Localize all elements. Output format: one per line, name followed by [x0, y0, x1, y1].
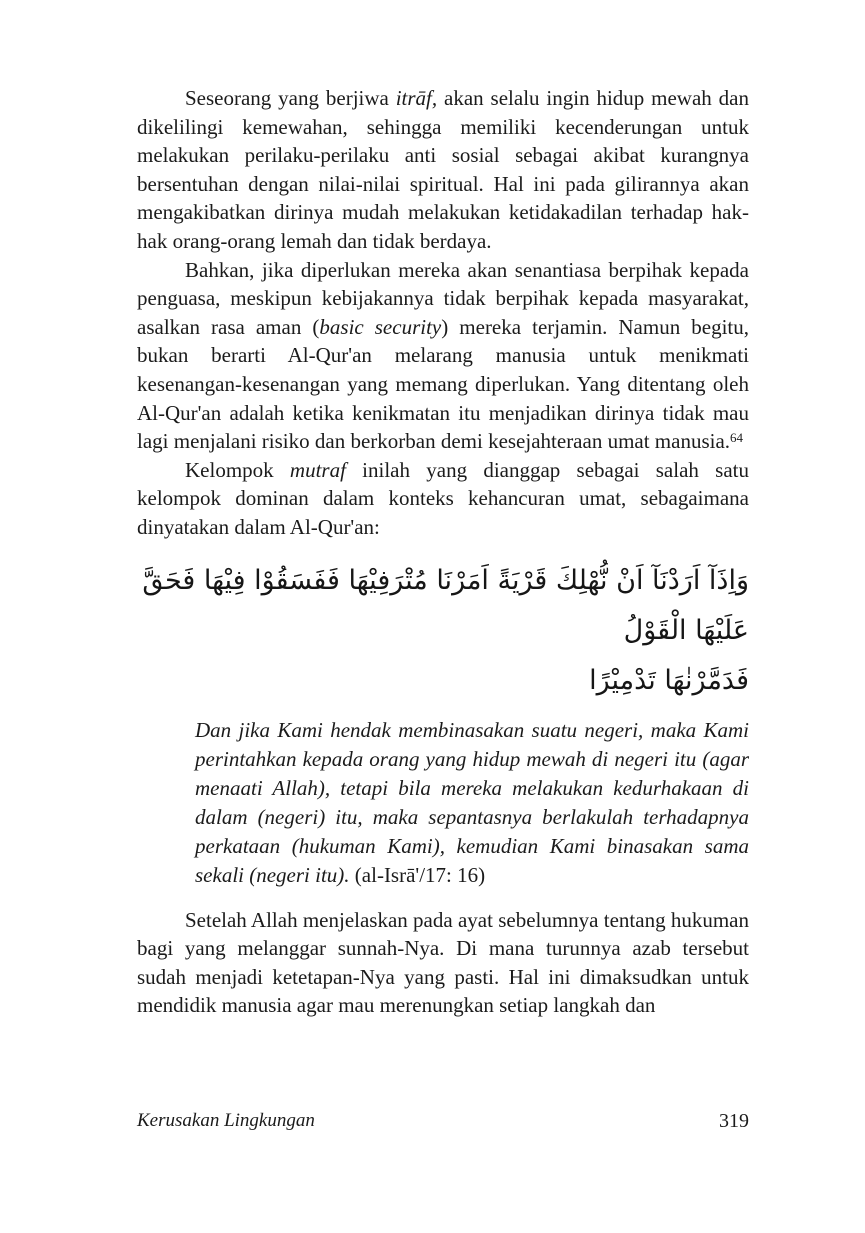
footnote-marker-64: 64: [730, 430, 744, 446]
paragraph-text: Bahkan, jika diperlukan mereka akan senantiasa berpihak kepada penguasa, meskipun kebijakannya tidak berpihak kepada masyarakat, asalkan rasa aman (: [137, 257, 749, 339]
paragraph-kelompok-mutraf: [137, 456, 749, 542]
verse-translation: [195, 716, 749, 890]
paragraph-itraf: [137, 84, 749, 256]
arabic-verse-line-1: وَاِذَآ اَرَدْنَآ اَنْ نُّهْلِكَ قَرْيَةً اَمَرْنَا مُتْرَفِيْهَا فَفَسَقُوْا فِيْهَا فَحَقَّ عَلَيْهَا الْقَوْلُ: [142, 564, 749, 646]
paragraph-setelah-allah: [137, 906, 749, 1020]
quran-verse-arabic: [137, 556, 749, 706]
verse-reference: (al-Isrā'/17: 16): [354, 862, 486, 887]
translation-italic-text: Dan jika Kami hendak membinasakan suatu negeri, maka Kami perintahkan kepada orang yang hidup mewah di negeri itu (agar menaati Allah), tetapi bila mereka melakukan kedurhakaan di dalam (negeri) itu, maka sepantasnya berlakulah terhadapnya perkataan (hukuman Kami), kemudian Kami binasakan sama sekali (negeri itu).: [195, 717, 749, 887]
paragraph-text: ) mereka terjamin. Namun begitu, bukan berarti Al-Qur'an melarang manusia untuk menikmati kesenangan-kesenangan yang memang diperlukan. Yang ditentang oleh Al-Qur'an adalah ketika kenikmatan itu menjadikan dirinya tidak mau lagi menjalani risiko dan berkorban demi kesejahteraan umat manusia.: [137, 314, 749, 454]
italic-term-itraf: itrāf,: [395, 86, 438, 110]
text-block: [137, 84, 749, 1020]
paragraph-text: Seseorang yang berjiwa: [185, 86, 396, 110]
page-number: 319: [719, 1110, 749, 1132]
paragraph-text: Kelompok: [185, 457, 290, 482]
paragraph-text: Setelah Allah menjelaskan pada ayat sebelumnya tentang hukuman bagi yang melanggar sunnah-Nya. Di mana turunnya azab tersebut sudah menjadi ketetapan-Nya yang pasti. Hal ini dimaksudkan untuk mendidik manusia agar mau merenungkan setiap langkah dan: [137, 907, 749, 1018]
arabic-verse-line-2: فَدَمَّرْنٰهَا تَدْمِيْرًا: [589, 664, 749, 696]
running-footer-title: Kerusakan Lingkungan: [137, 1110, 315, 1131]
paragraph-bahkan: [137, 256, 749, 456]
italic-term-basic-security: basic security: [319, 314, 442, 339]
paragraph-text: inilah yang dianggap sebagai salah satu kelompok dominan dalam konteks kehancuran umat, sebagaimana dinyatakan dalam Al-Qur'an:: [137, 457, 749, 539]
italic-term-mutraf: mutraf: [289, 457, 346, 482]
paragraph-text: akan selalu ingin hidup mewah dan dikelilingi kemewahan, sehingga memiliki kecenderungan untuk melakukan perilaku-perilaku anti sosial sebagai akibat kurangnya bersentuhan dengan nilai-nilai spiritual. Hal ini pada gilirannya akan mengakibatkan dirinya mudah melakukan ketidakadilan terhadap hak-hak orang-orang lemah dan tidak berdaya.: [137, 86, 749, 253]
